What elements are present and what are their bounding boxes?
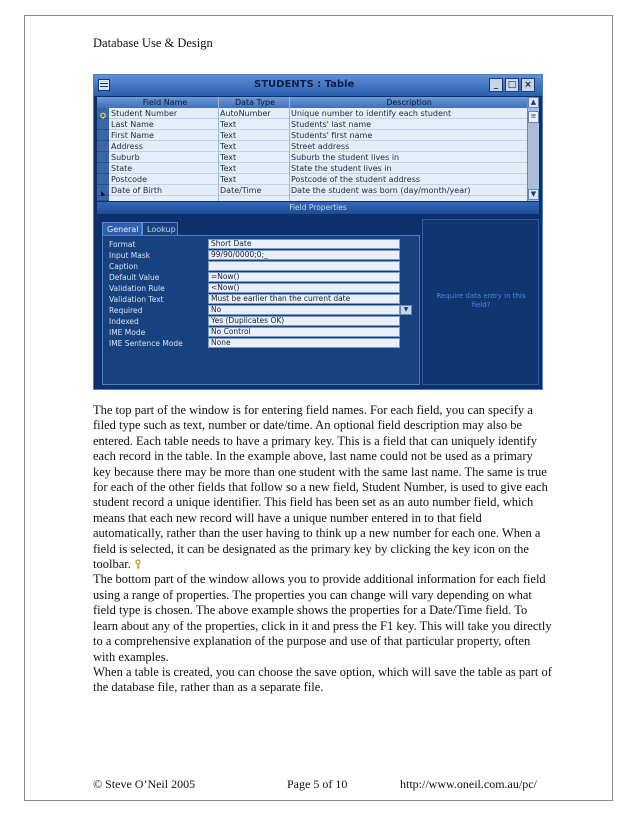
- property-value-field[interactable]: 99/90/0000;0;_: [208, 250, 400, 260]
- field-row[interactable]: [97, 152, 527, 163]
- column-header-data-type[interactable]: Data Type: [234, 98, 276, 107]
- window-title: STUDENTS : Table: [254, 79, 355, 90]
- field-name-cell[interactable]: First Name: [111, 131, 154, 140]
- property-label: Caption: [109, 262, 138, 271]
- property-label: IME Sentence Mode: [109, 339, 183, 348]
- property-row[interactable]: [107, 294, 413, 305]
- field-properties-header: Field Properties: [97, 202, 539, 214]
- description-cell[interactable]: Suburb the student lives in: [291, 153, 400, 162]
- property-value-field[interactable]: [208, 261, 400, 271]
- property-label: IME Mode: [109, 328, 146, 337]
- field-grid: [97, 97, 527, 201]
- table-icon[interactable]: [98, 79, 110, 91]
- description-cell[interactable]: Students' first name: [291, 131, 373, 140]
- footer-copyright: © Steve O’Neil 2005: [93, 777, 196, 791]
- property-label: Validation Text: [109, 295, 164, 304]
- data-type-cell[interactable]: Text: [220, 120, 237, 129]
- property-value-field[interactable]: Must be earlier than the current date: [208, 294, 400, 304]
- property-label: Input Mask: [109, 251, 151, 260]
- column-header-field-name[interactable]: Field Name: [142, 98, 188, 107]
- property-row[interactable]: [107, 316, 413, 327]
- table-design-window: [93, 74, 543, 390]
- property-value-field[interactable]: None: [208, 338, 400, 348]
- paragraph-primary-key: [93, 403, 553, 572]
- row-selector[interactable]: [97, 196, 109, 201]
- field-row[interactable]: [97, 163, 527, 174]
- window-titlebar[interactable]: [94, 75, 542, 96]
- data-type-cell[interactable]: Text: [220, 153, 237, 162]
- property-row[interactable]: [107, 338, 413, 349]
- property-row[interactable]: [107, 283, 413, 294]
- property-row[interactable]: [107, 305, 413, 316]
- field-name-cell[interactable]: Date of Birth: [111, 186, 163, 195]
- field-row[interactable]: [97, 141, 527, 152]
- property-row[interactable]: [107, 327, 413, 338]
- data-type-cell[interactable]: Text: [220, 142, 237, 151]
- field-name-cell[interactable]: Postcode: [111, 175, 148, 184]
- footer-page-number: Page 5 of 10: [287, 777, 348, 791]
- paragraph-field-properties: The bottom part of the window allows you to provide additional information for each field using a range of properties. The properties you can change will vary depending on what field type is chosen. The above example shows the properties for a Date/Time field. To learn about any of the properties, click in it and press the F1 key. This will take you directly to a comprehensive explanation of the purpose and use of that particular property, often with examples.: [93, 572, 552, 664]
- property-value-select[interactable]: No: [208, 305, 400, 315]
- data-type-cell[interactable]: AutoNumber: [220, 109, 271, 118]
- property-label: Default Value: [109, 273, 160, 282]
- description-cell[interactable]: Date the student was born (day/month/year): [291, 186, 471, 195]
- property-value-field[interactable]: Yes (Duplicates OK): [208, 316, 400, 326]
- field-row-selected[interactable]: [97, 185, 527, 196]
- page-header: Database Use & Design: [93, 36, 213, 50]
- property-label: Required: [109, 306, 143, 315]
- property-value-field[interactable]: =Now(): [208, 272, 400, 282]
- data-type-cell[interactable]: Text: [220, 131, 237, 140]
- description-cell[interactable]: Unique number to identify each student: [291, 109, 452, 118]
- field-name-cell[interactable]: Student Number: [111, 109, 178, 118]
- property-row[interactable]: [107, 261, 413, 272]
- description-cell[interactable]: State the student lives in: [291, 164, 392, 173]
- property-row[interactable]: [107, 272, 413, 283]
- key-icon: [134, 559, 142, 570]
- grid-scrollbar[interactable]: [527, 97, 539, 201]
- data-type-cell[interactable]: Date/Time: [220, 186, 262, 195]
- scroll-down-button[interactable]: ▼: [528, 189, 539, 200]
- property-value-field[interactable]: No Control: [208, 327, 400, 337]
- column-header-description[interactable]: Description: [386, 98, 432, 107]
- field-name-cell[interactable]: State: [111, 164, 133, 173]
- field-row[interactable]: [97, 174, 527, 185]
- properties-panel: [102, 235, 420, 385]
- paragraph-text: The top part of the window is for entering field names. For each field, you can specify a filed type such as text, number or date/time. An optional field description may also be entered. Each table needs to have a primary key. This is a field that can uniquely identify each record in the table. In the example above, last name could not be used as a primary key because there may be more than one student with the same last name. The same is true for each of the other fields that follow so a new field, Student Number, is used to give each student record a unique identifier. This field has been set as an auto number field, which means that each new record will have a unique number entered in to that field automatically, rather than the user having to think up a new number for each one. When a field is selected, it can be designated as the primary key by clicking the key icon on the toolbar.: [93, 403, 548, 572]
- field-row[interactable]: [97, 119, 527, 130]
- property-value-field[interactable]: Short Date: [208, 239, 400, 249]
- description-cell[interactable]: Postcode of the student address: [291, 175, 421, 184]
- tab-lookup[interactable]: Lookup: [142, 222, 178, 235]
- minimize-button[interactable]: _: [489, 78, 503, 92]
- close-button[interactable]: ×: [521, 78, 535, 92]
- footer-url[interactable]: http://www.oneil.com.au/pc/: [400, 777, 537, 791]
- field-name-cell[interactable]: Address: [111, 142, 143, 151]
- property-value-field[interactable]: <Now(): [208, 283, 400, 293]
- description-cell[interactable]: Students' last name: [291, 120, 372, 129]
- maximize-button[interactable]: □: [505, 78, 519, 92]
- property-label: Indexed: [109, 317, 139, 326]
- field-row[interactable]: [97, 130, 527, 141]
- scroll-up-button[interactable]: ▲: [528, 97, 539, 108]
- data-type-cell[interactable]: Text: [220, 164, 237, 173]
- property-label: Validation Rule: [109, 284, 165, 293]
- dropdown-arrow-icon[interactable]: ▼: [400, 305, 412, 315]
- field-row[interactable]: [97, 108, 527, 119]
- field-name-cell[interactable]: Last Name: [111, 120, 154, 129]
- body-text: [93, 403, 553, 696]
- property-help-text: Require data entry in this field?: [436, 292, 526, 309]
- property-row[interactable]: [107, 239, 413, 250]
- scroll-thumb[interactable]: ≡: [528, 111, 539, 123]
- property-label: Format: [109, 240, 136, 249]
- data-type-cell[interactable]: Text: [220, 175, 237, 184]
- tab-general[interactable]: General: [102, 222, 142, 235]
- property-row[interactable]: [107, 250, 413, 261]
- field-name-cell[interactable]: Suburb: [111, 153, 140, 162]
- property-help-panel: [422, 219, 539, 385]
- grid-header-row: [97, 97, 527, 108]
- description-cell[interactable]: Street address: [291, 142, 350, 151]
- paragraph-save: When a table is created, you can choose the save option, which will save the table as part of the database file, rather than as a separate file.: [93, 664, 552, 695]
